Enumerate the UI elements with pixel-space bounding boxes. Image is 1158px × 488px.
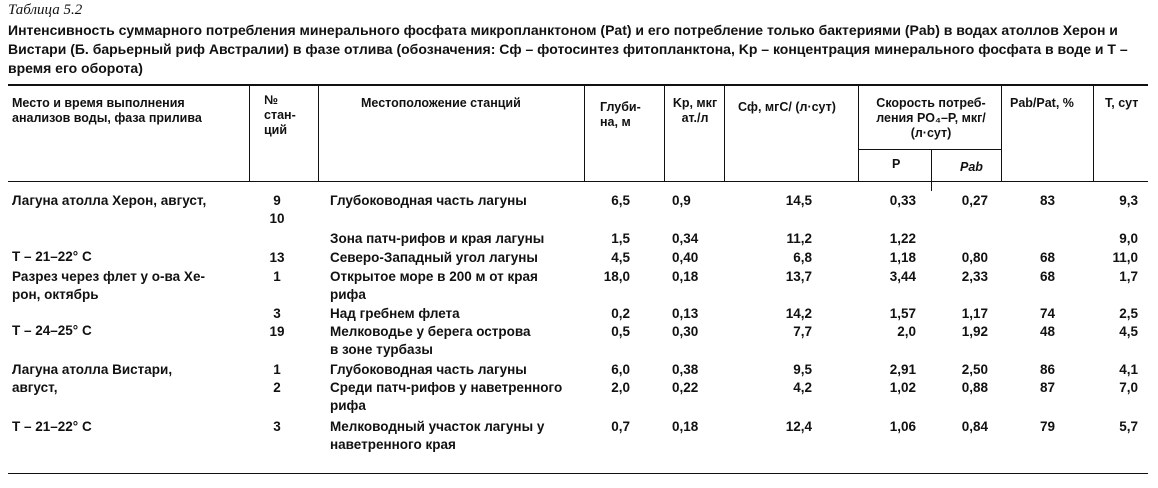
rate-subheader-rule — [858, 149, 1001, 150]
cell-kp: 0,18 — [672, 269, 699, 284]
cell-cf: 7,7 — [793, 324, 812, 339]
cell-pab: 0,88 — [961, 380, 988, 395]
cell-kp: 0,22 — [672, 380, 699, 395]
cell-p: 2,0 — [897, 324, 916, 339]
place-text: T – 21–22° C — [12, 419, 92, 434]
cell-pab: 2,50 — [961, 362, 988, 377]
cell-ratio: 83 — [1039, 193, 1055, 208]
cell-t: 2,5 — [1119, 306, 1138, 321]
header-station-no: № стан- ций — [264, 93, 296, 137]
cell-station: 10 — [269, 211, 285, 226]
col-divider — [584, 86, 585, 181]
col-divider — [1093, 86, 1094, 181]
cell-p: 1,06 — [889, 419, 916, 434]
table-title: Таблица 5.2 — [8, 2, 83, 18]
cell-pab: 1,92 — [961, 324, 988, 339]
cell-station: 19 — [269, 324, 285, 339]
cell-depth: 2,0 — [611, 380, 630, 395]
header-location: Местоположение станций — [361, 96, 521, 110]
col-divider — [724, 86, 725, 181]
cell-cf: 14,5 — [785, 193, 812, 208]
cell-cf: 4,2 — [793, 380, 812, 395]
cell-depth: 18,0 — [603, 269, 630, 284]
cell-location: рифа — [330, 287, 366, 302]
cell-station: 9 — [273, 193, 281, 208]
cell-t: 4,5 — [1119, 324, 1138, 339]
cell-cf: 12,4 — [785, 419, 812, 434]
cell-ratio: 86 — [1039, 362, 1055, 377]
cell-station: 3 — [273, 419, 281, 434]
header-ratio: Pab/Pat, % — [1010, 96, 1074, 110]
cell-p: 3,44 — [889, 269, 916, 284]
header-cf: Cф, мгС/ (л·сут) — [738, 100, 836, 114]
cell-location: Мелководный участок лагуны у — [330, 419, 545, 434]
cell-pab: 0,80 — [961, 250, 988, 265]
top-rule — [8, 84, 1148, 86]
cell-pab: 2,33 — [961, 269, 988, 284]
cell-t: 1,7 — [1119, 269, 1138, 284]
cell-pab: 1,17 — [961, 306, 988, 321]
cell-cf: 11,2 — [786, 231, 812, 246]
cell-p: 0,33 — [889, 193, 916, 208]
cell-location: Над гребнем флета — [330, 306, 460, 321]
header-depth: Глуби- на, м — [600, 100, 641, 129]
header-rate-pab: Pab — [960, 160, 983, 174]
cell-location: Глубоководная часть лагуны — [330, 193, 527, 208]
place-text: T – 21–22° C — [12, 249, 92, 264]
table-caption: Интенсивность суммарного потребления минерального фосфата микропланктоном (Pat) и его потребление только бактериями (Pab) в водах атоллов Херон и Вистари (Б. барьерный риф Австралии) в фазе отлива (обозначения: Cф – фотосинтез фитопланктона, Kp – концентрация минерального фосфата в воде и T – время его оборота) — [8, 22, 1128, 76]
col-divider — [1001, 86, 1002, 181]
cell-t: 7,0 — [1119, 380, 1138, 395]
col-divider — [931, 149, 932, 191]
cell-ratio: 87 — [1039, 380, 1055, 395]
header-place: Место и время выполнения анализов воды, фаза прилива — [12, 96, 202, 125]
cell-pab: 0,27 — [961, 193, 988, 208]
cell-location: Глубоководная часть лагуны — [330, 362, 527, 377]
cell-location: Мелководье у берега острова — [330, 324, 531, 339]
cell-ratio: 48 — [1039, 324, 1055, 339]
cell-kp: 0,18 — [672, 419, 699, 434]
place-text: Разрез через флет у о-ва Хе- — [12, 269, 205, 284]
header-bottom-rule — [8, 181, 1148, 182]
cell-depth: 6,0 — [611, 362, 630, 377]
place-text: Лагуна атолла Херон, август, — [12, 193, 207, 208]
cell-t: 4,1 — [1119, 362, 1138, 377]
cell-location: наветренного края — [330, 437, 456, 452]
col-divider — [664, 86, 665, 181]
cell-station: 2 — [273, 380, 281, 395]
cell-p: 1,18 — [889, 250, 916, 265]
cell-location: Зона патч-рифов и края лагуны — [330, 231, 545, 246]
cell-ratio: 79 — [1039, 419, 1055, 434]
cell-depth: 0,5 — [611, 324, 630, 339]
cell-depth: 1,5 — [611, 231, 630, 246]
cell-kp: 0,9 — [672, 193, 691, 208]
cell-cf: 13,7 — [785, 269, 812, 284]
cell-ratio: 68 — [1039, 269, 1055, 284]
cell-depth: 4,5 — [611, 250, 630, 265]
col-divider — [249, 86, 250, 181]
header-kp: Kp, мкг ат./л — [672, 96, 718, 125]
cell-kp: 0,30 — [672, 324, 699, 339]
place-text: T – 24–25° C — [12, 323, 92, 338]
cell-p: 1,22 — [889, 231, 916, 246]
cell-station: 13 — [269, 250, 285, 265]
cell-location: Открытое море в 200 м от края — [330, 269, 538, 284]
cell-cf: 6,8 — [793, 250, 812, 265]
cell-kp: 0,34 — [672, 231, 699, 246]
cell-kp: 0,38 — [672, 362, 699, 377]
cell-station: 1 — [273, 269, 281, 284]
cell-pab: 0,84 — [961, 419, 988, 434]
cell-t: 11,0 — [1112, 250, 1138, 265]
cell-location: Среди патч-рифов у наветренного — [330, 380, 563, 395]
cell-kp: 0,13 — [672, 306, 699, 321]
cell-location: в зоне турбазы — [330, 342, 433, 357]
cell-depth: 6,5 — [611, 193, 630, 208]
cell-p: 1,57 — [889, 306, 916, 321]
cell-station: 3 — [273, 306, 281, 321]
cell-t: 5,7 — [1119, 419, 1138, 434]
bottom-rule — [8, 473, 1148, 474]
cell-location: рифа — [330, 398, 366, 413]
cell-depth: 0,7 — [611, 419, 630, 434]
cell-p: 1,02 — [889, 380, 916, 395]
cell-station: 1 — [273, 362, 281, 377]
cell-t: 9,3 — [1119, 193, 1138, 208]
cell-depth: 0,2 — [611, 306, 630, 321]
cell-cf: 9,5 — [793, 362, 812, 377]
col-divider — [858, 86, 859, 181]
header-t: T, сут — [1105, 96, 1139, 110]
place-text: август, — [12, 380, 58, 395]
cell-p: 2,91 — [889, 362, 916, 377]
place-text: рон, октябрь — [12, 287, 99, 302]
header-rate: Скорость потреб- ления PO₄–P, мкг/ (л·сут) — [876, 96, 986, 140]
cell-location: Северо-Западный угол лагуны — [330, 250, 538, 265]
place-text: Лагуна атолла Вистари, — [12, 362, 173, 377]
cell-ratio: 74 — [1039, 306, 1055, 321]
cell-ratio: 68 — [1039, 250, 1055, 265]
header-rate-p: P — [892, 157, 901, 171]
cell-kp: 0,40 — [672, 250, 699, 265]
cell-t: 9,0 — [1119, 231, 1138, 246]
cell-cf: 14,2 — [785, 306, 812, 321]
col-divider — [318, 86, 319, 181]
